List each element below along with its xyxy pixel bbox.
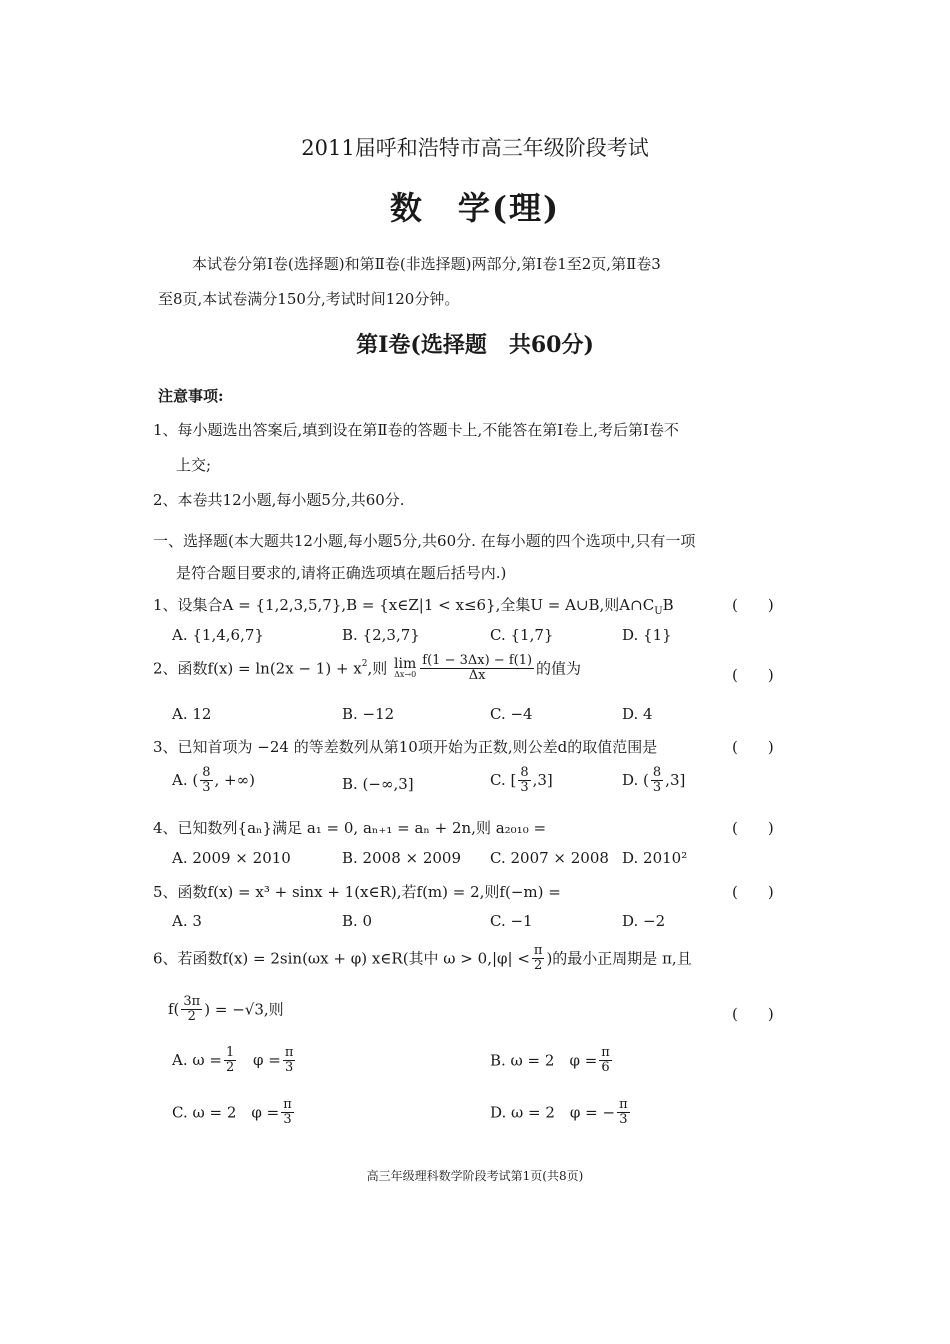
question-6-option-b-frac	[599, 1046, 612, 1074]
question-6-option-c-num: π	[283, 1097, 292, 1112]
question-1-stem	[153, 594, 674, 617]
question-6-line-2-den: 2	[187, 1008, 196, 1024]
question-3-option-a-den: 3	[202, 779, 211, 795]
question-3-option-a-pre: A. (	[172, 771, 199, 790]
question-6-option-b	[490, 1046, 614, 1074]
question-3-answer-paren: ( )	[732, 738, 774, 756]
question-5-option-d: D. −2	[622, 912, 666, 930]
question-6-option-c-pre: C. ω = 2 φ =	[172, 1103, 280, 1122]
question-2-stem-sup: 2	[361, 659, 368, 670]
question-6-option-c-den: 3	[283, 1111, 292, 1127]
question-2-fraction-num: f(1 − 3Δx) − f(1)	[422, 653, 533, 668]
question-5-option-b: B. 0	[342, 912, 373, 930]
question-3-option-c	[490, 766, 553, 794]
question-5-option-c: C. −1	[490, 912, 533, 930]
notes-item-2: 2、本卷共12小题,每小题5分,共60分.	[153, 491, 405, 509]
question-4-stem: 4、已知数列{aₙ}满足 a₁ = 0, aₙ₊₁ = aₙ + 2n,则 a₂₀₁₀ =	[153, 819, 547, 837]
question-3-option-c-pre: C. [	[490, 771, 517, 790]
question-3-option-c-num: 8	[520, 765, 529, 780]
question-6-option-b-den: 6	[601, 1059, 610, 1075]
question-1-stem-end: B	[662, 596, 674, 614]
question-3-option-d-frac	[651, 766, 663, 794]
intro-line-1: 本试卷分第Ⅰ卷(选择题)和第Ⅱ卷(非选择题)两部分,第Ⅰ卷1至2页,第Ⅱ卷3	[192, 255, 661, 273]
question-1-option-c: C. {1,7}	[490, 626, 554, 644]
question-6-option-a-den-2: 3	[284, 1059, 294, 1075]
question-3-option-b: B. (−∞,3]	[342, 775, 414, 793]
page-footer: 高三年级理科数学阶段考试第1页(共8页)	[366, 1169, 584, 1183]
question-2-stem-post: 的值为	[536, 659, 582, 678]
question-6-stem-pre: 6、若函数f(x) = 2sin(ωx + φ) x∈R(其中 ω > 0,|φ| <	[153, 949, 530, 968]
section-title: 第Ⅰ卷(选择题 共60分)	[356, 332, 594, 358]
question-4-option-b: B. 2008 × 2009	[342, 849, 462, 867]
question-3-option-a-num: 8	[202, 765, 211, 780]
question-3-option-c-post: ,3]	[532, 771, 553, 790]
question-4-option-a: A. 2009 × 2010	[172, 849, 291, 867]
question-3-option-d-num: 8	[652, 765, 662, 780]
question-6-line-2-num: 3π	[183, 994, 201, 1009]
question-2-limit	[394, 657, 416, 679]
question-3-option-d-post: ,3]	[665, 771, 686, 790]
question-3-option-d-den: 3	[652, 779, 662, 795]
question-6-option-a-frac-1	[224, 1046, 236, 1074]
question-3-option-d-pre: D. (	[622, 771, 649, 790]
question-6-option-a-frac-2	[283, 1046, 296, 1074]
question-3-option-a	[172, 766, 255, 794]
question-6-option-a-num-2: π	[284, 1045, 294, 1060]
question-3-stem: 3、已知首项为 −24 的等差数列从第10项开始为正数,则公差d的取值范围是	[153, 738, 658, 756]
question-6-stem-den: 2	[534, 957, 543, 973]
question-3-option-c-den: 3	[520, 779, 529, 795]
question-2-limit-sub: Δx→0	[394, 670, 417, 680]
question-6-option-a-mid: φ =	[253, 1051, 281, 1070]
question-2-stem-mid: ,则	[367, 659, 388, 678]
question-2-stem-pre: 2、函数f(x) = ln(2x − 1) + x	[153, 659, 362, 678]
question-6-stem-num: π	[533, 943, 543, 958]
question-3-option-d	[622, 766, 685, 794]
question-2-limit-lim: lim	[394, 656, 417, 673]
question-2-stem	[153, 654, 581, 682]
question-6-stem-post: )的最小正周期是 π,且	[546, 949, 692, 968]
question-1-stem-text: 1、设集合A = {1,2,3,5,7},B = {x∈Z|1 < x≤6},全集U = A∪B,则A∩C	[153, 596, 655, 614]
question-6-option-a-num-1: 1	[225, 1045, 235, 1060]
part-one-line-2: 是符合题目要求的,请将正确选项填在题后括号内.)	[176, 564, 507, 582]
question-6-option-d-pre: D. ω = 2 φ = −	[490, 1103, 616, 1122]
question-6-option-a-pre: A. ω =	[172, 1051, 222, 1070]
question-4-option-c: C. 2007 × 2008	[490, 849, 609, 867]
question-2-fraction-den: Δx	[468, 667, 486, 683]
question-6-option-c-frac	[281, 1098, 294, 1126]
question-2-option-a: A. 12	[172, 705, 212, 723]
question-2-option-d: D. 4	[622, 705, 653, 723]
question-6-line-2	[168, 995, 284, 1023]
notes-item-1-line-1: 1、每小题选出答案后,填到设在第Ⅱ卷的答题卡上,不能答在第Ⅰ卷上,考后第Ⅰ卷不	[153, 421, 679, 439]
question-1-option-b: B. {2,3,7}	[342, 626, 420, 644]
question-6-line-2-frac	[181, 995, 202, 1023]
question-1-option-d: D. {1}	[622, 626, 672, 644]
question-6-option-d	[490, 1098, 632, 1126]
question-6-option-d-num: π	[619, 1097, 628, 1112]
exam-title: 2011届呼和浩特市高三年级阶段考试	[301, 136, 649, 160]
question-3-option-a-post: , +∞)	[214, 771, 255, 790]
question-2-answer-paren: ( )	[732, 666, 774, 684]
question-1-answer-paren: ( )	[732, 596, 774, 614]
question-6-line-2-pre: f(	[168, 1000, 180, 1019]
part-one-line-1: 一、选择题(本大题共12小题,每小题5分,共60分. 在每小题的四个选项中,只有一项	[153, 532, 696, 550]
question-6-option-c	[172, 1098, 296, 1126]
question-6-option-a	[172, 1046, 297, 1074]
question-6-line-2-post: ) = −√3,则	[204, 1000, 284, 1019]
question-5-answer-paren: ( )	[732, 883, 774, 901]
question-3-option-a-frac	[200, 766, 212, 794]
notes-heading: 注意事项:	[158, 387, 224, 405]
question-1-stem-sub: U	[654, 606, 663, 617]
question-6-stem	[153, 944, 692, 972]
subject-title: 数 学(理)	[389, 189, 561, 227]
question-5-option-a: A. 3	[172, 912, 202, 930]
question-6-stem-frac	[532, 944, 545, 972]
question-1-option-a: A. {1,4,6,7}	[172, 626, 264, 644]
intro-line-2: 至8页,本试卷满分150分,考试时间120分钟。	[158, 290, 460, 308]
question-6-option-b-pre: B. ω = 2 φ =	[490, 1051, 598, 1070]
question-6-option-b-num: π	[601, 1045, 610, 1060]
question-2-fraction	[420, 654, 534, 682]
notes-item-1-line-2: 上交;	[176, 456, 212, 474]
question-3-option-c-frac	[518, 766, 530, 794]
question-6-option-d-den: 3	[619, 1111, 628, 1127]
question-2-option-c: C. −4	[490, 705, 533, 723]
question-6-answer-paren: ( )	[732, 1005, 774, 1023]
question-4-answer-paren: ( )	[732, 819, 774, 837]
question-2-option-b: B. −12	[342, 705, 395, 723]
question-4-option-d: D. 2010²	[622, 849, 688, 867]
question-6-option-d-frac	[617, 1098, 630, 1126]
question-6-option-a-den-1: 2	[225, 1059, 235, 1075]
question-5-stem: 5、函数f(x) = x³ + sinx + 1(x∈R),若f(m) = 2,则f(−m) =	[153, 883, 561, 901]
